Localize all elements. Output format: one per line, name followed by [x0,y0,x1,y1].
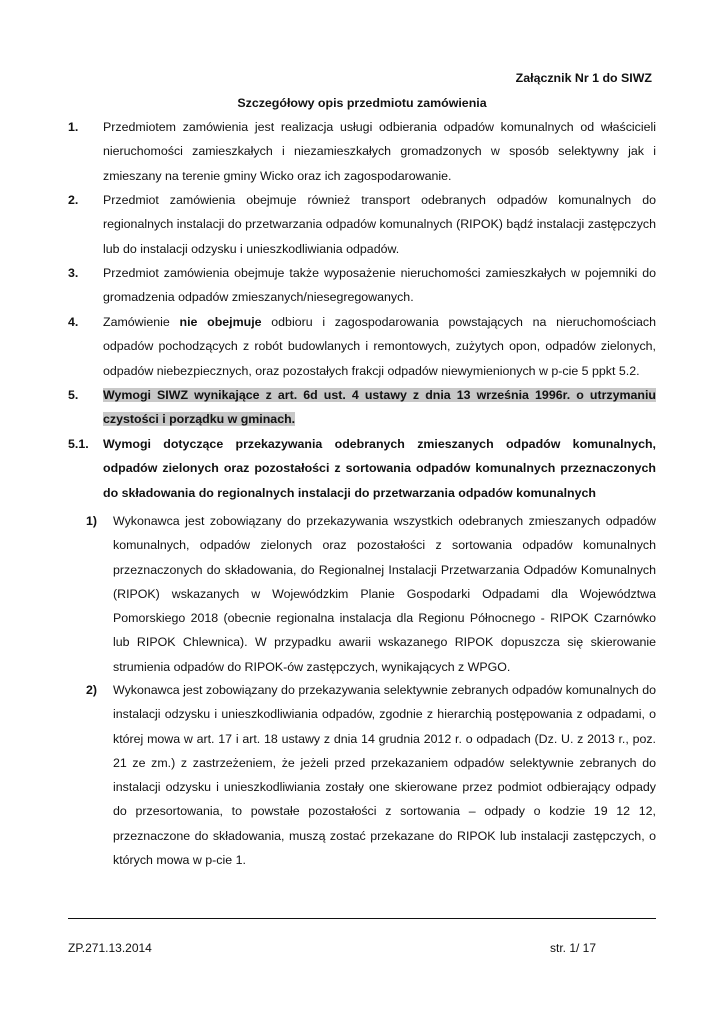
item-text-post: odbioru i zagospodarowania powstających na nieruchomościach odpadów pochodzących z robót budowlanych i remontowych, zużytych opon, odpadów zielonych, odpadów niebezpiecznych, oraz pozostałych frakcji odpadów niewymienionych w p-cie 5 ppkt 5.2. [103,315,656,378]
item-number: 3. [68,266,79,280]
item-text: Przedmiotem zamówienia jest realizacja usługi odbierania odpadów komunalnych od właścicieli nieruchomości zamieszkałych i niezamieszkałych gromadzonych w sposób selektywny jak i zmieszany na terenie gminy Wicko oraz ich zagospodarowanie. [103,120,656,183]
document-title: Szczegółowy opis przedmiotu zamówienia [237,96,487,110]
item-number: 1. [68,120,79,134]
sub-list-item [68,509,656,679]
item-text: Wykonawca jest zobowiązany do przekazywania selektywnie zebranych odpadów komunalnych do instalacji odzysku i unieszkodliwiania odpadów, zgodnie z hierarchią postępowania z odpadami, o której mowa w art. 17 i art. 18 ustawy z dnia 14 grudnia 2012 r. o odpadach (Dz. U. z 2013 r., poz. 21 ze zm.) z zastrzeżeniem, że jeżeli przed przekazaniem odpadów selektywnie zebranych do instalacji odzysku i unieszkodliwiania zostały one skierowane przez podmiot odbierający odpady do przesortowania, to powstałe pozostałości z sortowania – odpady o kodzie 19 12 12, przeznaczone do składowania, muszą zostać przekazane do RIPOK lub instalacji zastępczych, o których mowa w p-cie 1. [113,683,656,868]
item-number: 1) [86,514,98,528]
highlighted-heading: Wymogi SIWZ wynikające z art. 6d ust. 4 ustawy z dnia 13 września 1996r. o utrzymaniu czystości i porządku w gminach. [103,388,656,427]
item-text-bold: nie obejmuje [179,315,262,329]
list-item [68,310,656,383]
item-text: Wymogi dotyczące przekazywania odebranych zmieszanych odpadów komunalnych, odpadów zielonych oraz pozostałości z sortowania odpadów komunalnych przeznaczonych do składowania do regionalnych instalacji do przetwarzania odpadów komunalnych [103,437,656,500]
item-text [103,310,656,383]
item-number: 2. [68,193,79,207]
sub-list-item [68,678,656,872]
list-item [68,115,656,188]
item-text: Przedmiot zamówienia obejmuje również transport odebranych odpadów komunalnych do regionalnych instalacji do przetwarzania odpadów komunalnych (RIPOK) bądź instalacji zastępczych lub do instalacji odzysku i unieszkodliwiania odpadów. [103,193,656,256]
footer-reference: ZP.271.13.2014 [68,941,152,955]
item-text-pre: Zamówienie [103,315,180,329]
annex-label: Załącznik Nr 1 do SIWZ [515,71,652,85]
footer-divider [68,918,656,919]
item-number: 4. [68,315,79,329]
item-text [103,383,656,432]
item-number: 5.1. [68,437,89,451]
item-text: Przedmiot zamówienia obejmuje także wyposażenie nieruchomości zamieszkałych w pojemniki do gromadzenia odpadów zmieszanych/niesegregowanych. [103,266,656,305]
list-item [68,261,656,310]
list-item [68,188,656,261]
item-number: 2) [86,683,98,697]
footer-page-number: str. 1/ 17 [550,941,597,955]
section-heading [68,383,656,432]
item-text: Wykonawca jest zobowiązany do przekazywania wszystkich odebranych zmieszanych odpadów komunalnych, odpadów zielonych oraz pozostałości z sortowania odpadów komunalnych przeznaczonych do składowania, do Regionalnej Instalacji Przetwarzania Odpadów Komunalnych (RIPOK) wskazanych w Wojewódzkim Planie Gospodarki Odpadami dla Województwa Pomorskiego 2018 (obecnie regionalna instalacja dla Regionu Północnego - RIPOK Czarnówko lub RIPOK Chlewnica). W przypadku awarii wskazanego RIPOK dopuszcza się skierowanie strumienia odpadów do RIPOK-ów zastępczych, wynikających z WPGO. [113,514,656,674]
subsection-heading [68,432,656,505]
item-number: 5. [68,388,79,402]
